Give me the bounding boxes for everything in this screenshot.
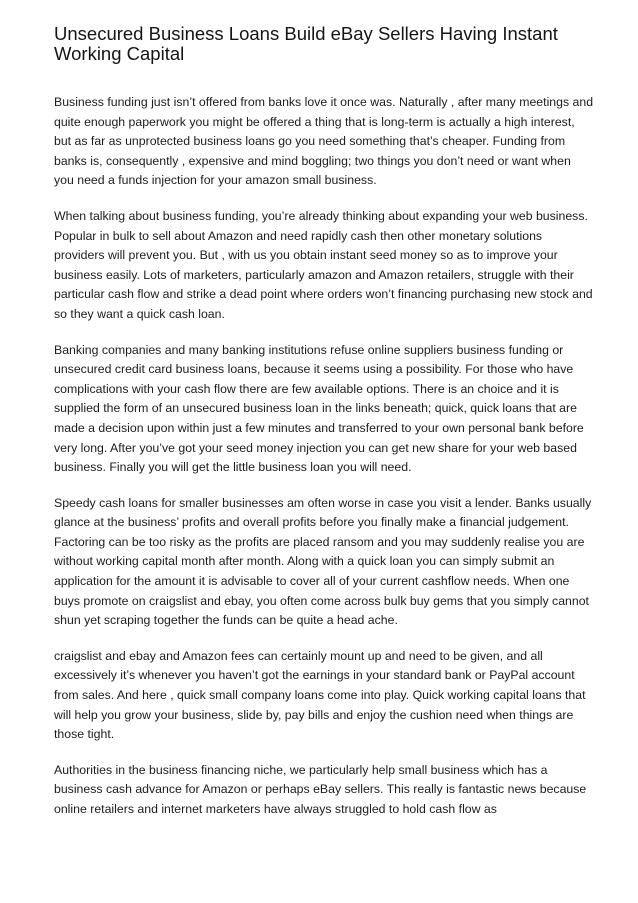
paragraph-1: Business funding just isn’t offered from banks love it once was. Naturally , after many meetings and quite enough paperwork you might be offered a thing that is long-term is actually a high interest, but as far as unprotected business loans go you need something that’s cheaper. Funding from banks is, consequently , expensive and mind boggling; two things you don’t need or want when you need a funds injection for your amazon small business.: [54, 95, 594, 188]
paragraph-3: Banking companies and many banking institutions refuse online suppliers business funding or unsecured credit card business loans, because it seems using a possibility. For those who have complications with your cash flow there are few available options. There is an choice and it is supplied the form of an unsecured business loan in the links beneath; quick, quick loans that are made a decision upon within just a few minutes and transferred to your own personal bank before very long. After you’ve got your seed money injection you can get new share for your web based business. Finally you will get the little business loan you will need.: [54, 342, 584, 475]
paragraph-5: craigslist and ebay and Amazon fees can certainly mount up and need to be given, and all excessively it’s whenever you haven’t got the earnings in your standard bank or PayPal account from sales. And here , quick small company loans come into play. Quick working capital loans that will help you grow your business, slide by, pay bills and enjoy the cushion need when things are those tight.: [54, 648, 586, 742]
document-title: Unsecured Business Loans Build eBay Sellers Having Instant Working Capital: [54, 23, 558, 64]
paragraph-2: When talking about business funding, you’re already thinking about expanding your web business. Popular in bulk to sell about Amazon and need rapidly cash then other monetary solutions providers will prevent you. But , with us you obtain instant seed money so as to improve your business easily. Lots of marketers, particularly amazon and Amazon retailers, struggle with their particular cash flow and strike a dead point where orders won’t financing purchasing new stock and so they want a quick cash loan.: [54, 208, 593, 321]
paragraph-4: Speedy cash loans for smaller businesses am often worse in case you visit a lender. Banks usually glance at the business’ profits and overall profits before you finally make a financial judgement. Factoring can be too risky as the profits are placed ransom and you may suddenly realise you are without working capital month after month. Along with a quick loan you can simply submit an application for the amount it is advisable to cover all of your current cashflow needs. When one buys promote on craigslist and ebay, you often come across bulk buy gems that you simply cannot shun yet scraping together the funds can be quite a head ache.: [54, 495, 592, 628]
document-body: [54, 93, 594, 836]
paragraph-6: Authorities in the business financing niche, we particularly help small business which has a business cash advance for Amazon or perhaps eBay sellers. This really is fantastic news because online retailers and internet marketers have always struggled to hold cash flow as: [54, 762, 587, 816]
